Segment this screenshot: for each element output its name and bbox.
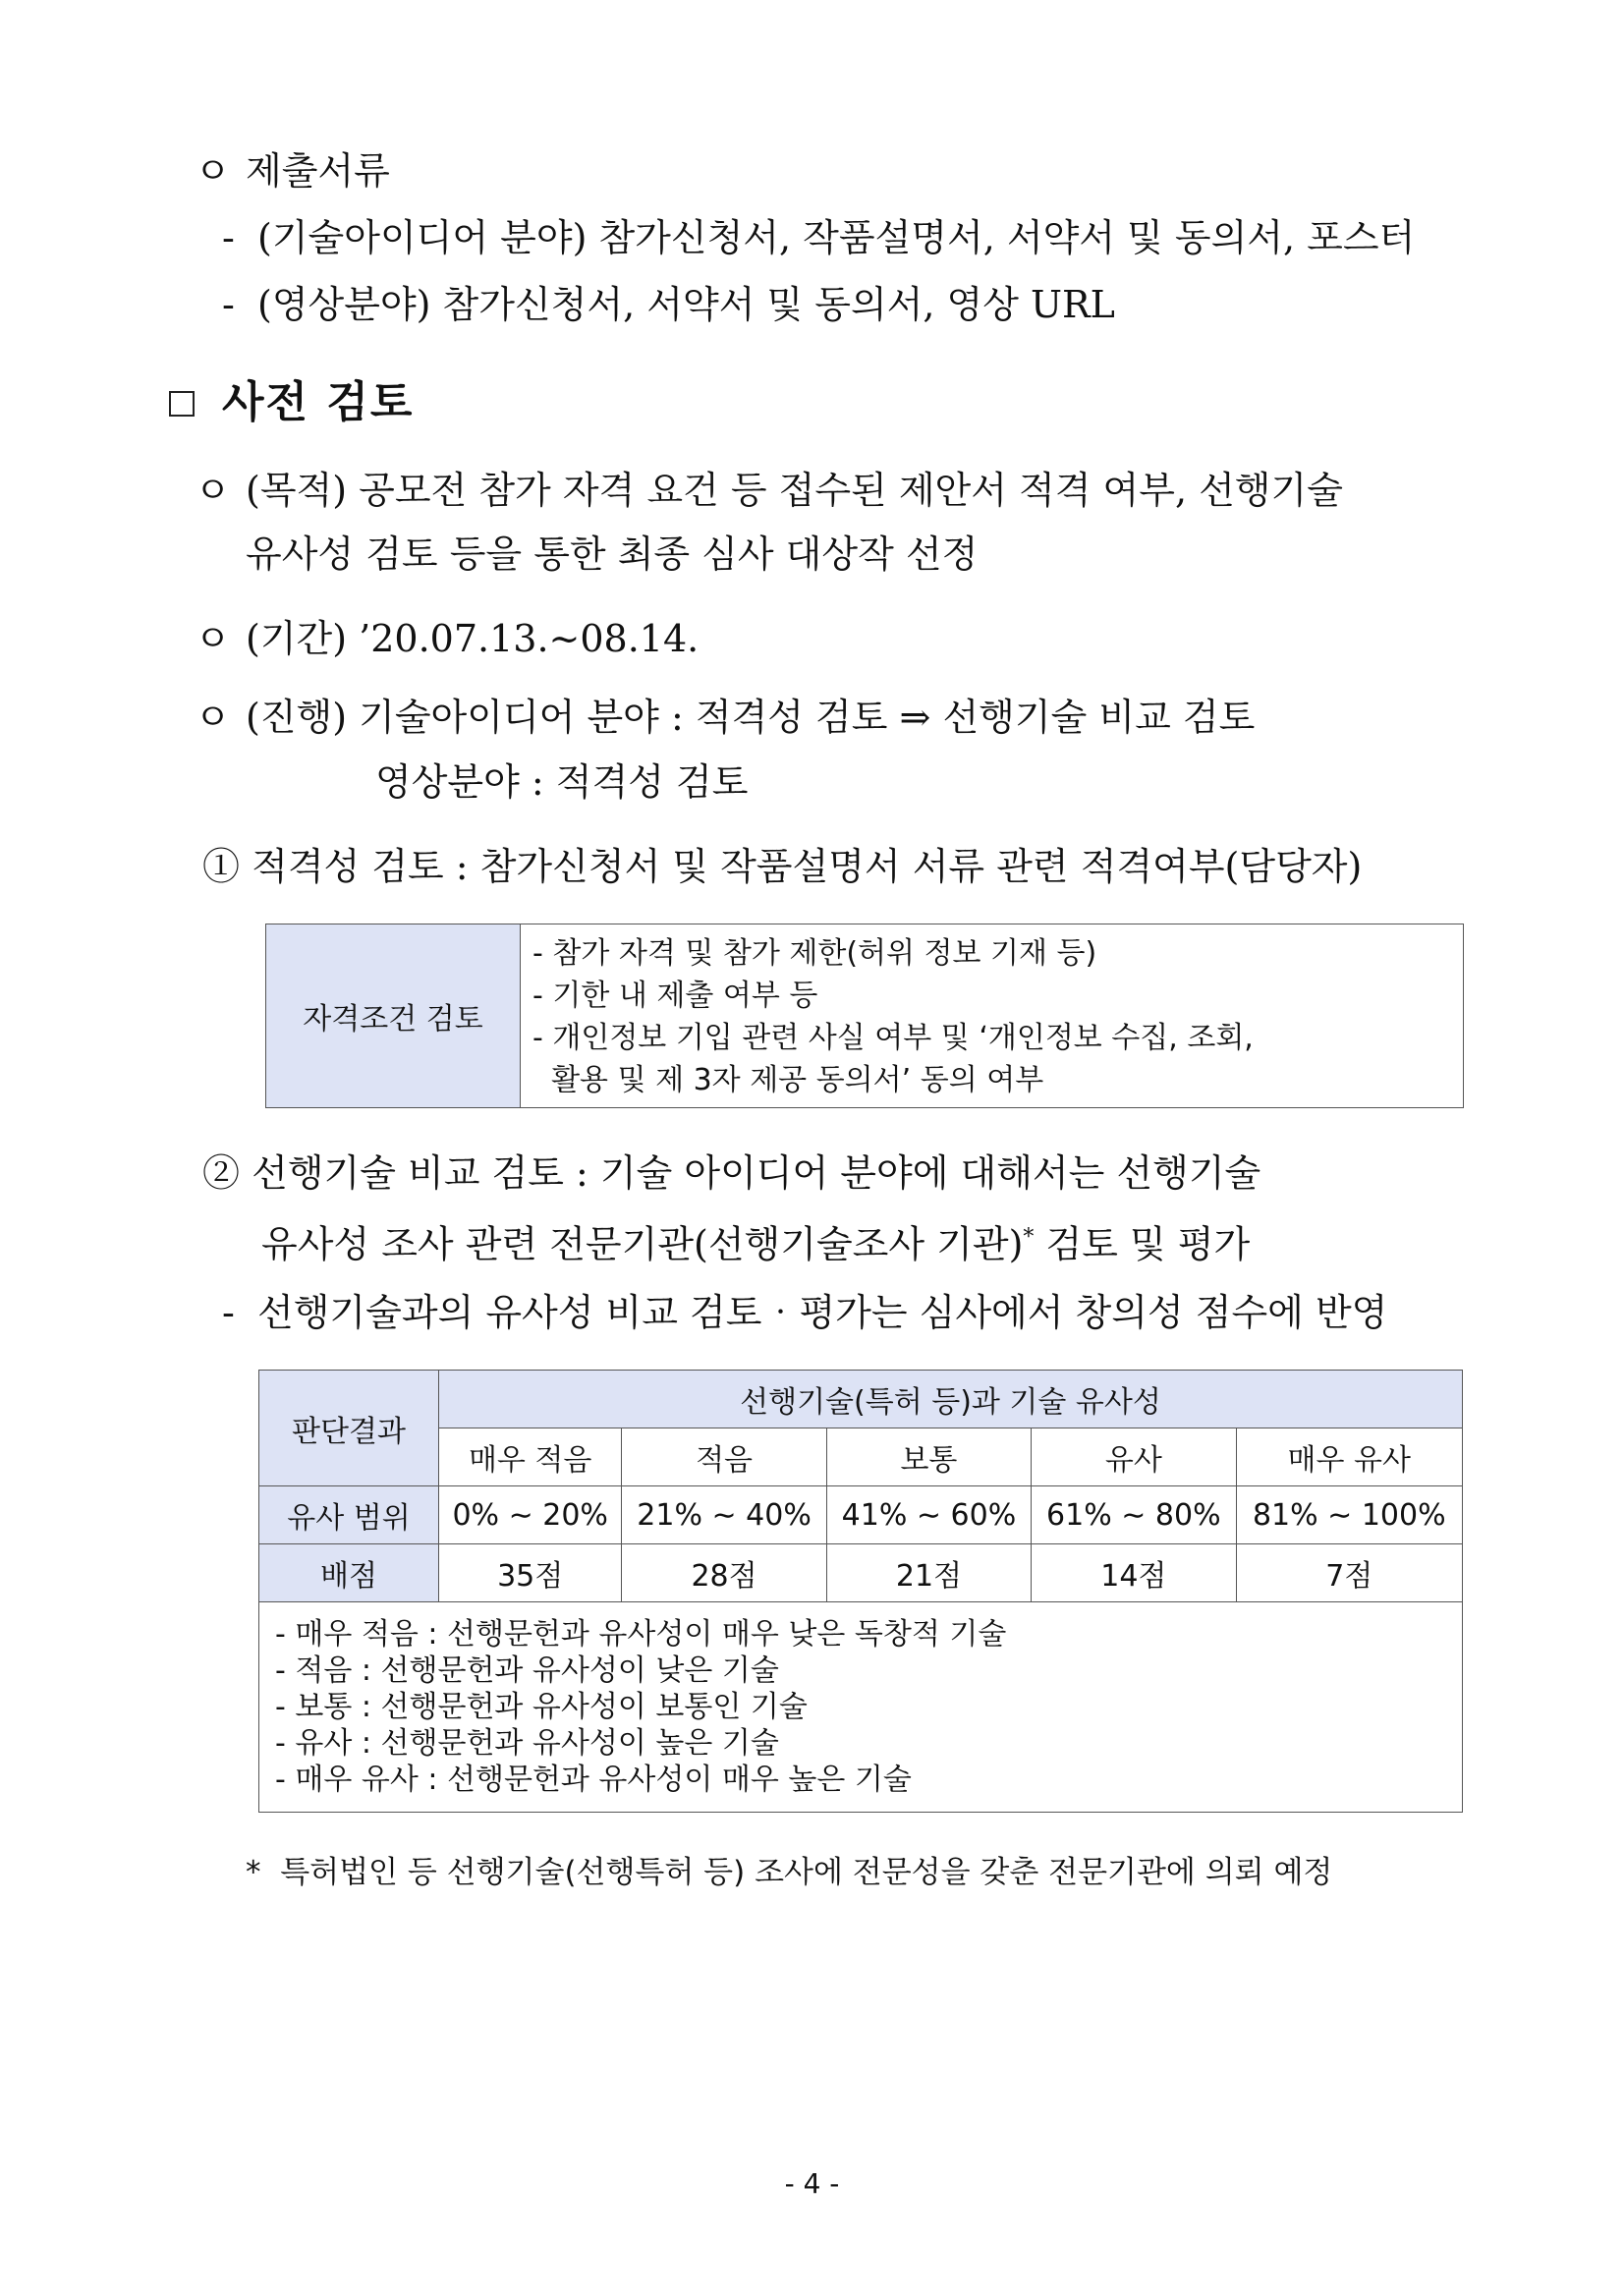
progress-line-2: 영상분야 : 적격성 검토	[375, 760, 749, 804]
qualification-item: 활용 및 제 3자 제공 동의서’ 동의 여부	[532, 1063, 1044, 1097]
qualification-table	[265, 924, 1464, 1108]
step2-text-a: 유사성 조사 관련 전문기관(선행기술조사 기관)	[261, 1222, 1024, 1266]
similarity-group-header: 선행기술(특허 등)과 기술 유사성	[439, 1371, 1463, 1428]
step2-text: 선행기술 비교 검토 : 기술 아이디어 분야에 대해서는 선행기술	[252, 1151, 1261, 1195]
page-number: - 4 -	[784, 2167, 840, 2200]
submit-item-video	[222, 281, 1115, 328]
footnote-marker: *	[1023, 1225, 1035, 1250]
bullet-circle: ㅇ	[195, 617, 231, 660]
score-cell: 14점	[1032, 1544, 1236, 1602]
score-label: 배점	[259, 1544, 439, 1602]
step1-line	[202, 843, 1362, 890]
progress-line-1	[195, 694, 1255, 741]
step2-text-b: 검토 및 평가	[1034, 1222, 1251, 1266]
category-cell: 매우 적음	[439, 1428, 622, 1486]
bullet-circle: ㅇ	[195, 696, 231, 739]
similarity-notes	[259, 1602, 1463, 1813]
step1-text: 적격성 검토 : 참가신청서 및 작품설명서 서류 관련 적격여부(담당자)	[252, 845, 1363, 888]
bullet-circle: ㅇ	[195, 469, 231, 512]
category-cell: 유사	[1032, 1428, 1236, 1486]
note-line: - 적음 : 선행문헌과 유사성이 낮은 기술	[275, 1653, 779, 1688]
purpose-line-1	[195, 467, 1343, 514]
category-cell: 매우 유사	[1236, 1428, 1462, 1486]
dash: -	[222, 216, 235, 259]
note-line: - 유사 : 선행문헌과 유사성이 높은 기술	[275, 1726, 779, 1761]
range-cell: 21% ∼ 40%	[622, 1486, 826, 1544]
similarity-table	[258, 1370, 1463, 1813]
note-line: - 매우 유사 : 선행문헌과 유사성이 매우 높은 기술	[275, 1763, 912, 1797]
category-cell: 적음	[622, 1428, 826, 1486]
step1-marker: ①	[202, 845, 241, 888]
dash: -	[222, 1291, 235, 1334]
purpose-line-2: 유사성 검토 등을 통한 최종 심사 대상작 선정	[246, 532, 979, 576]
step2-line-1	[202, 1149, 1260, 1197]
note-line: - 매우 적음 : 선행문헌과 유사성이 매우 낮은 독창적 기술	[275, 1617, 1007, 1652]
score-cell: 28점	[622, 1544, 826, 1602]
range-label: 유사 범위	[259, 1486, 439, 1544]
submit-item-text: (기술아이디어 분야) 참가신청서, 작품설명서, 서약서 및 동의서, 포스터	[257, 216, 1416, 259]
progress-text: (진행) 기술아이디어 분야 : 적격성 검토 ⇒ 선행기술 비교 검토	[246, 696, 1256, 739]
similarity-corner: 판단결과	[259, 1371, 439, 1486]
step2-line-2	[261, 1214, 1250, 1268]
step2-sub-text: 선행기술과의 유사성 비교 검토‧평가는 심사에서 창의성 점수에 반영	[257, 1291, 1388, 1334]
range-cell: 81% ∼ 100%	[1236, 1486, 1462, 1544]
submit-heading	[195, 147, 390, 195]
bullet-circle: ㅇ	[195, 149, 231, 193]
period-line	[195, 615, 699, 662]
qualification-items	[521, 924, 1464, 1108]
section-checkbox-icon	[169, 391, 195, 417]
score-cell: 7점	[1236, 1544, 1462, 1602]
section-title: 사전 검토	[222, 377, 415, 427]
qualification-item: - 참가 자격 및 참가 제한(허위 정보 기재 등)	[532, 936, 1097, 971]
step2-sub-line	[222, 1289, 1387, 1336]
score-cell: 35점	[439, 1544, 622, 1602]
category-cell: 보통	[826, 1428, 1031, 1486]
qualification-header: 자격조건 검토	[266, 924, 521, 1108]
purpose-text: (목적) 공모전 참가 자격 요건 등 접수된 제안서 적격 여부, 선행기술	[246, 469, 1343, 512]
qualification-item: - 개인정보 기입 관련 사실 여부 및 ‘개인정보 수집, 조회,	[532, 1021, 1254, 1055]
footnote-mark: *	[246, 1855, 261, 1890]
range-cell: 41% ∼ 60%	[826, 1486, 1031, 1544]
range-cell: 0% ∼ 20%	[439, 1486, 622, 1544]
dash: -	[222, 283, 235, 326]
score-cell: 21점	[826, 1544, 1031, 1602]
note-line: - 보통 : 선행문헌과 유사성이 보통인 기술	[275, 1690, 808, 1724]
step2-marker: ②	[202, 1151, 241, 1195]
qualification-item: - 기한 내 제출 여부 등	[532, 979, 818, 1013]
submit-title: 제출서류	[246, 149, 390, 193]
period-text: (기간) ’20.07.13.∼08.14.	[246, 617, 700, 660]
footnote-text: 특허법인 등 선행기술(선행특허 등) 조사에 전문성을 갖춘 전문기관에 의뢰 예정	[280, 1855, 1333, 1890]
submit-item-idea	[222, 214, 1415, 261]
submit-item-text: (영상분야) 참가신청서, 서약서 및 동의서, 영상 URL	[257, 283, 1115, 326]
footnote	[246, 1849, 1332, 1896]
range-cell: 61% ∼ 80%	[1032, 1486, 1236, 1544]
